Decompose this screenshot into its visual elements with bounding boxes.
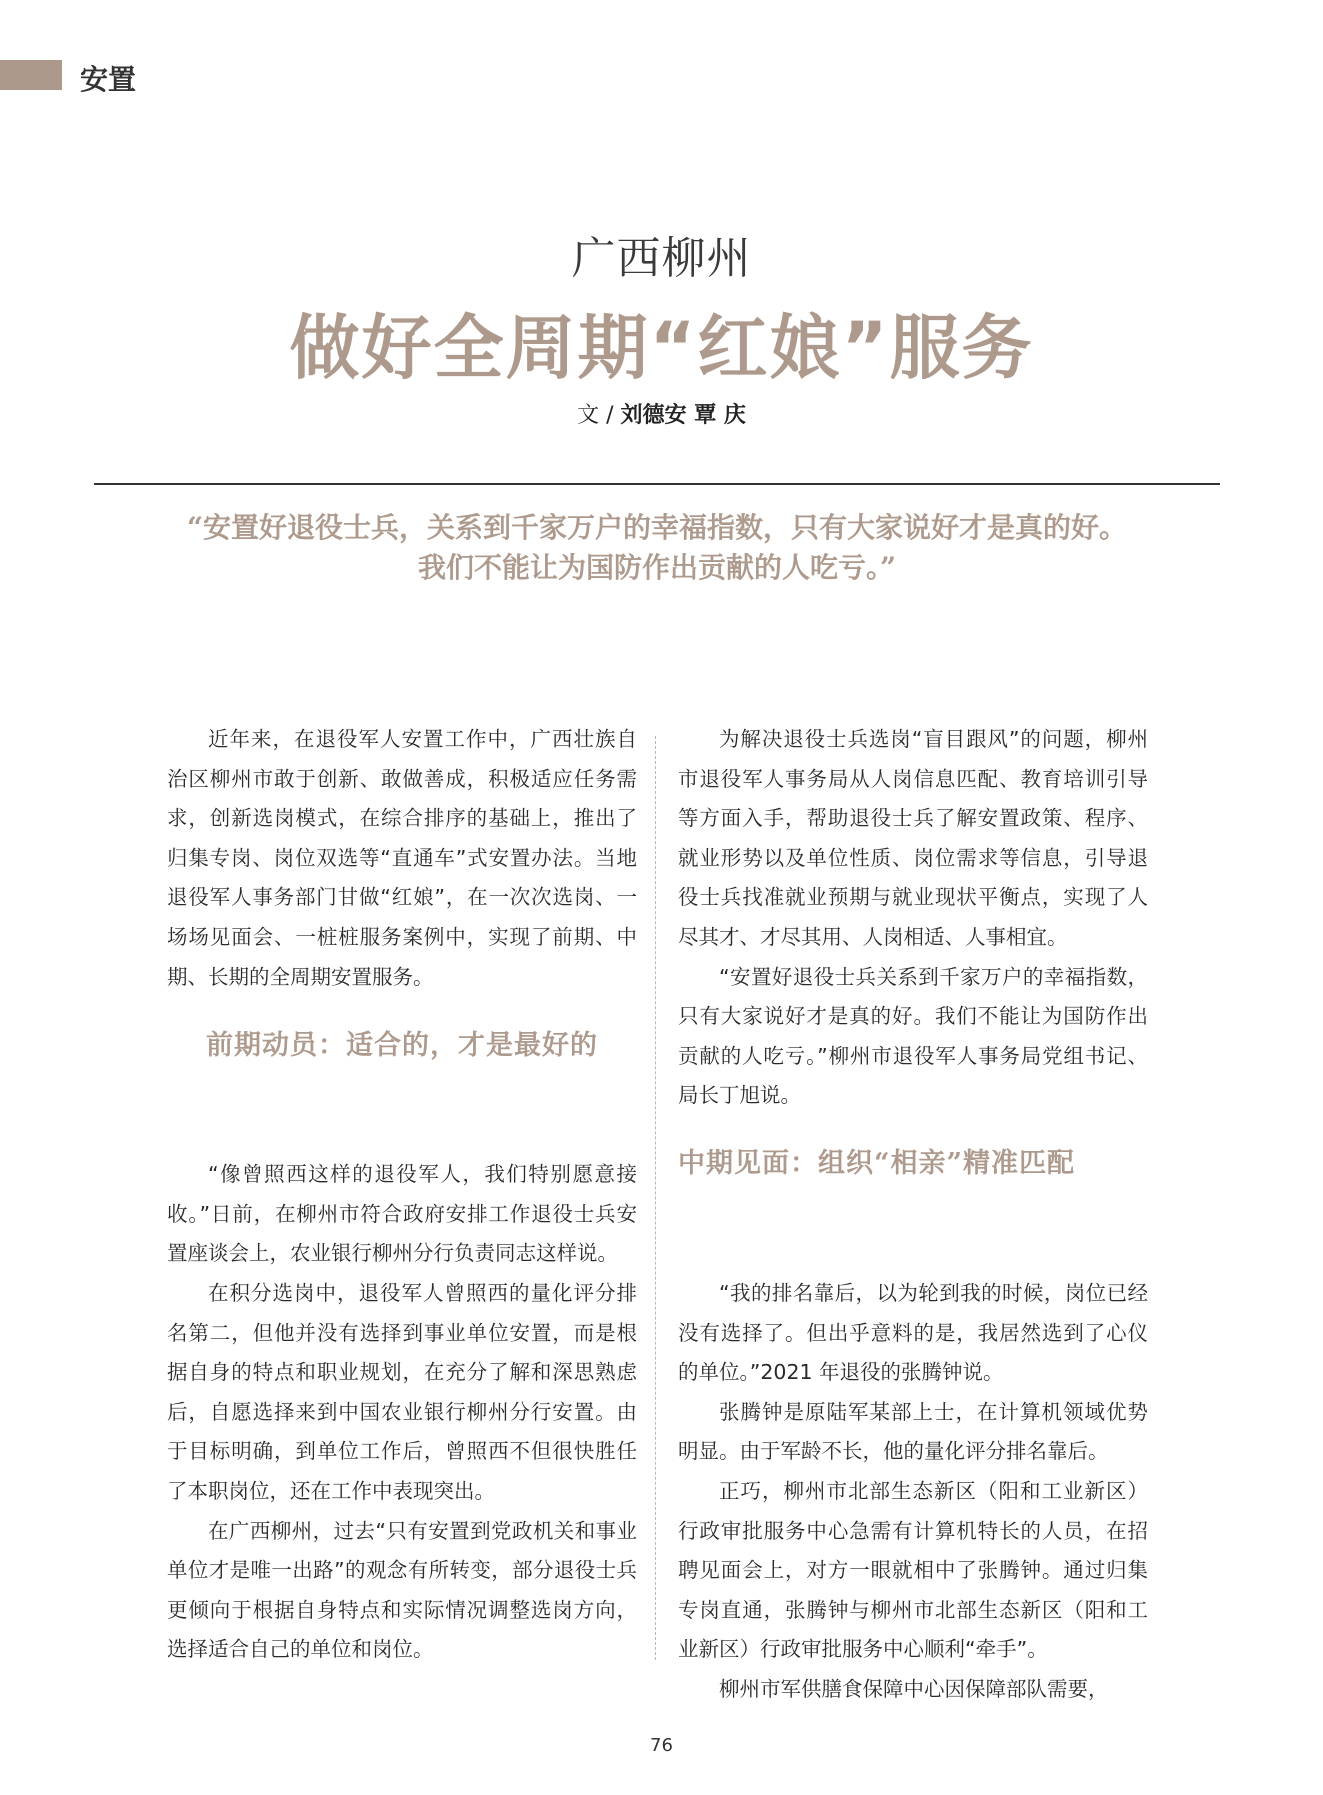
- paragraph: 为解决退役士兵选岗“盲目跟风”的问题，柳州市退役军人事务局从人岗信息匹配、教育培训引导等方面入手，帮助退役士兵了解安置政策、程序、就业形势以及单位性质、岗位需求等信息，引导退役士兵找准就业预期与就业现状平衡点，实现了人尽其才、才尽其用、人岗相适、人事相宜。: [678, 727, 1148, 949]
- section-heading: 前期动员：适合的，才是最好的: [206, 1030, 598, 1062]
- title-rule: [94, 483, 1220, 485]
- paragraph: 张腾钟是原陆军某部上士，在计算机领域优势明显。由于军龄不长，他的量化评分排名靠后。: [678, 1399, 1148, 1464]
- right-column: [678, 720, 1148, 1709]
- paragraph: 柳州市军供膳食保障中心因保障部队需要，: [719, 1676, 1109, 1701]
- pull-quote-line: 我们不能让为国防作出贡献的人吃亏。”: [417, 551, 897, 584]
- section-label: 安置: [80, 63, 137, 96]
- byline-prefix: 文 /: [577, 403, 621, 428]
- paragraph: “像曾照西这样的退役军人，我们特别愿意接收。”日前，在柳州市符合政府安排工作退役士兵安置座谈会上，农业银行柳州分行负责同志这样说。: [167, 1162, 637, 1266]
- paragraph: 在广西柳州，过去“只有安置到党政机关和事业单位才是唯一出路”的观念有所转变，部分退役士兵更倾向于根据自身特点和实际情况调整选岗方向，选择适合自己的单位和岗位。: [167, 1518, 637, 1662]
- page-number: 76: [650, 1735, 673, 1756]
- left-column: [167, 720, 637, 1670]
- section-heading: 中期见面：组织“相亲”精准匹配: [678, 1147, 1076, 1179]
- paragraph: “我的排名靠后，以为轮到我的时候，岗位已经没有选择了。但出乎意料的是，我居然选到了心仪的单位。”2021 年退役的张腾钟说。: [678, 1280, 1148, 1385]
- pull-quote-line: “安置好退役士兵，关系到千家万户的幸福指数，只有大家说好才是真的好。: [186, 511, 1128, 544]
- section-marker: [0, 60, 62, 90]
- article-subtitle: 广西柳州: [571, 233, 752, 284]
- byline-authors: 刘德安 覃 庆: [620, 403, 746, 428]
- column-divider: [655, 736, 656, 1660]
- article-title: 做好全周期“红娘”服务: [289, 307, 1034, 389]
- paragraph: “安置好退役士兵关系到千家万户的幸福指数，只有大家说好才是真的好。我们不能让为国防作出贡献的人吃亏。”柳州市退役军人事务局党组书记、局长丁旭说。: [678, 964, 1148, 1108]
- paragraph: 正巧，柳州市北部生态新区（阳和工业新区）行政审批服务中心急需有计算机特长的人员，在招聘见面会上，对方一眼就相中了张腾钟。通过归集专岗直通，张腾钟与柳州市北部生态新区（阳和工业新区）行政审批服务中心顺利“牵手”。: [678, 1478, 1148, 1662]
- paragraph: 在积分选岗中，退役军人曾照西的量化评分排名第二，但他并没有选择到事业单位安置，而是根据自身的特点和职业规划，在充分了解和深思熟虑后，自愿选择来到中国农业银行柳州分行安置。由于目标明确，到单位工作后，曾照西不但很快胜任了本职岗位，还在工作中表现突出。: [167, 1280, 637, 1503]
- pull-quote: [94, 508, 1220, 588]
- byline: [0, 398, 1323, 429]
- paragraph: 近年来，在退役军人安置工作中，广西壮族自治区柳州市敢于创新、敢做善成，积极适应任务需求，创新选岗模式，在综合排序的基础上，推出了归集专岗、岗位双选等“直通车”式安置办法。当地退役军人事务部门甘做“红娘”，在一次次选岗、一场场见面会、一桩桩服务案例中，实现了前期、中期、长期的全周期安置服务。: [167, 727, 637, 989]
